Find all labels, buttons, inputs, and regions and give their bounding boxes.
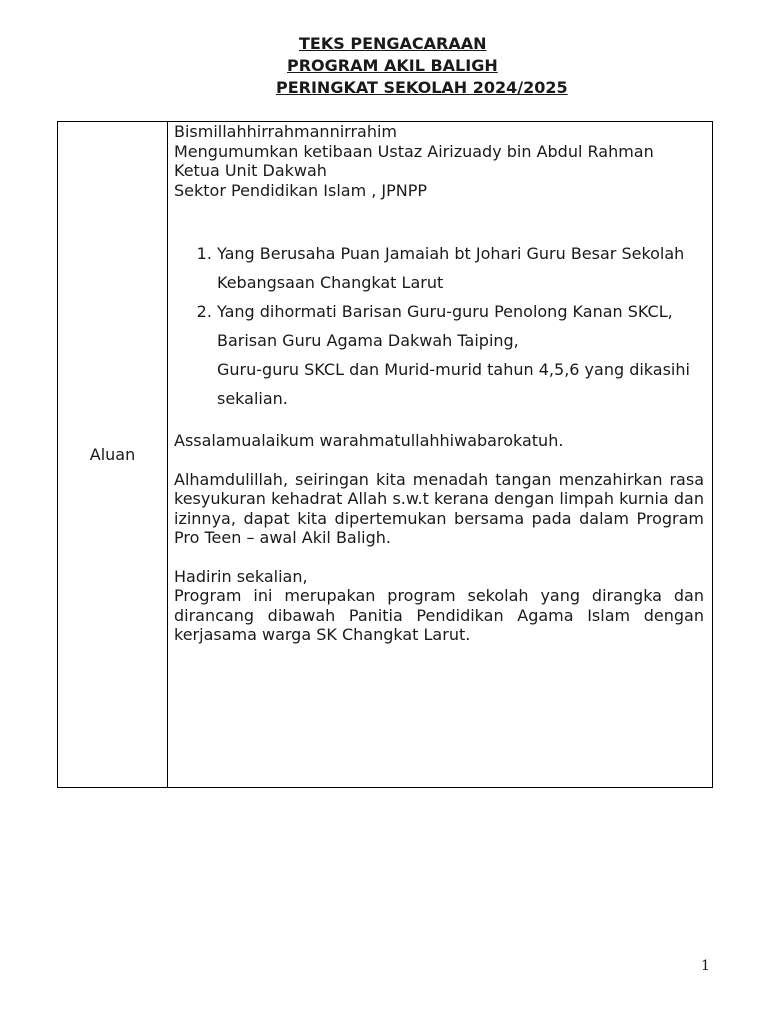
hadirin-line: Hadirin sekalian, [174, 566, 308, 586]
paragraph: Program ini merupakan program sekolah yang dirangka dan dirancang dibawah Panitia Pendidikan Agama Islam dengan kerjasama warga SK Changkat Larut. [174, 586, 704, 644]
script-table [57, 121, 713, 788]
document-subtitle: PROGRAM AKIL BALIGH [287, 56, 498, 75]
paragraph: Alhamdulillah, seiringan kita menadah tangan menzahirkan rasa kesyukuran kehadrat Allah s.w.t kerana dengan limpah kurnia dan izinnya, dapat kita dipertemukan bersama pada dalam Program Pro Teen – awal Akil Baligh. [174, 469, 704, 547]
document-session: PERINGKAT SEKOLAH 2024/2025 [276, 78, 568, 97]
section-content [174, 122, 704, 645]
list-continuation: Guru-guru SKCL dan Murid-murid tahun 4,5,6 yang dikasihi sekalian. [217, 360, 690, 408]
list-item: 2. Yang dihormati Barisan Guru-guru Penolong Kanan SKCL, Barisan Guru Agama Dakwah Taiping, [217, 297, 704, 355]
intro-line: Mengumumkan ketibaan Ustaz Airizuady bin Abdul Rahman [174, 141, 654, 161]
honorific-list [174, 239, 704, 355]
column-divider [167, 122, 168, 787]
intro-line: Sektor Pendidikan Islam , JPNPP [174, 180, 428, 200]
greeting: Assalamualaikum warahmatullahhiwabarokatuh. [174, 431, 564, 450]
intro-line: Bismillahhirrahmannirrahim [174, 122, 397, 141]
document-title: TEKS PENGACARAAN [299, 34, 487, 53]
section-label: Aluan [89, 445, 136, 464]
intro-line: Ketua Unit Dakwah [174, 161, 327, 180]
page-number: 1 [701, 958, 710, 974]
list-item: 1. Yang Berusaha Puan Jamaiah bt Johari Guru Besar Sekolah Kebangsaan Changkat Larut [217, 239, 704, 297]
